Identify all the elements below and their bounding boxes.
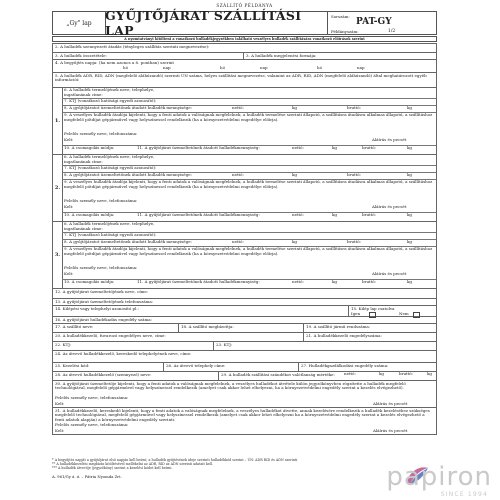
producer-block-3[interactable] [52,222,437,289]
field-22-label: 22. KTJ: [55,341,72,347]
footnote-1: * A begyűjtés napját a gyűjtőjárat első napján kell beírni; a hulladék gyűjtésének ideje szerinti hulladékkód szerint – ÚN: ADR RID és ADN szerinti [52,458,298,462]
block-number: 1. [53,88,63,154]
block-kg: kg [292,105,297,110]
block-kg-b2: kg [407,212,412,217]
block-l11: 11. A gyűjtőjárat üzemeltetőnek átadott hulladékmennyiség: [137,279,260,284]
block-brutto-b: bruttó: [362,145,377,150]
date-col-4: nap [260,65,268,70]
field-29-net: nettó: [344,371,356,376]
producer-block-1[interactable] [52,88,437,155]
field-row-31[interactable] [52,408,437,435]
field-row-2[interactable] [52,43,437,53]
footnotes [52,458,437,470]
block-line-10 [62,279,436,289]
block-net-b: nettó: [292,212,304,217]
block-l8: 8. A gyűjtőjáratot üzemeltetőnek átadott hulladék mennyisége: [64,239,192,244]
top-caption: SZÁLLÍTÓ PÉLDÁNYA [216,3,273,8]
block-kg-b: kg [332,145,337,150]
block-kg-b2: kg [407,279,412,284]
field-19-label: 19. A szállító jármű rendszáma: [303,324,436,332]
field-30-label: 30. A gyűjtőjárat üzemeltetője kijelenti, hogy a fenti adatok a valóságnak megfelelnek, a veszélyes hulladékot átvétele külön jegyzőkönyvben rögzítette a hulladék megfelelő technológiával, megfelelő gépjárművel vagy helyszínessel rendelkezik (amelyet csak akkor lehet elhelyezni, ha a környezetvédelmi engedély szerint a kezelés elvégezhető). [55,380,406,391]
field-row-20[interactable] [52,333,437,342]
block-stamp: Aláírás és pecsét [372,271,407,276]
field-25-label: 25. Kezelési kód: [55,362,90,368]
producer-block-2[interactable] [52,155,437,222]
field-row-17[interactable] [52,324,437,333]
footnote-2: ** A hulladékkezelési megbízás kitöltésével mellékelni az ADR, RID az ADN szerinti adatait kell. [52,462,213,466]
block-brutto-b: bruttó: [362,279,377,284]
date-col-3: hó [220,65,225,70]
block-line-6 [62,88,436,98]
date-col-5: hó [317,65,322,70]
form-left-code: „Gy" lap [53,12,106,34]
block-l10: 10. A csomagolás módja: [64,212,115,217]
field-31-label: 31. A hulladékkezelő, kereskedő kijelenti, hogy a fenti adatok a valóságnak megfelelnek, a veszélyes hulladékot átvette, annak kezelésére rendelkezik a hulladék kezeléséhez szükséges megfelelő technológiával, megfelelő gépjárművel vagy helyszínessel rendelkezik (amelyet csak akkor lehet elhelyezni ha a környezetvédelmi engedély szerint a kezelés elvégezhető a fenti adatok alapján) a környezetvédelmi engedély szerinti. [55,407,430,423]
block-net: nettó: [232,172,244,177]
block-sign: Felelős személy neve, telefonszáma: [64,198,138,203]
field-29-brutto: bruttó: [399,371,414,376]
field-row-14[interactable] [52,306,437,317]
block-line-9 [62,112,436,145]
field-row-12[interactable] [52,289,437,299]
block-line-8 [62,172,436,179]
block-brutto: bruttó: [347,172,362,177]
field-3b-label: 3. A hulladék megjelenési formája: [243,53,436,59]
block-brutto-b: bruttó: [362,212,377,217]
block-stamp: Aláírás és pecsét [372,204,407,209]
block-date: Kelt: [64,204,74,209]
field-row-24[interactable] [52,351,437,363]
field-24-label: 24. Az átvevő hulladékkezelő, kereskedő telephelyének neve, címe: [55,350,192,356]
block-line-6 [62,222,436,232]
field-26-label: 26. Az átvevő telephely címe: [163,363,298,371]
field-row-16[interactable] [52,317,437,324]
field-29-label: 29. A hulladék szállítási szándékot valótlanság mértéke: [221,371,335,377]
watermark-tagline: SINCE 1994 [440,491,488,498]
block-line-7: 7. KTJ (vonatkozó hatósági egyedi azonosító): [62,232,436,239]
footnote-3: *** A hulladék átvevője (jegyzőköny) szerint a kezelési kódot kell beírni. [52,466,173,470]
field-row-3[interactable] [52,53,437,60]
block-l10: 10. A csomagolás módja: [64,279,115,284]
form-code-box [327,12,436,34]
field-row-28[interactable] [52,372,437,381]
field-20-label: 20. A hulladékkezelő, fuvarozó engedélyes neve, címe: [55,332,166,338]
field-29-kg: kg [379,371,384,376]
block-sign: Felelős személy neve, telefonszáma: [64,131,138,136]
block-l6b: ingatlanának címe: [64,158,103,164]
block-kg2: kg [407,239,412,244]
block-l6b: ingatlanának címe: [64,91,103,97]
block-inner [62,155,436,221]
block-kg-b2: kg [407,145,412,150]
field-row-5[interactable] [52,73,437,88]
block-line-7: 7. KTJ (vonatkozó hatósági egyedi azonosító): [62,165,436,172]
no-label: Nem [399,311,409,316]
block-line-8 [62,239,436,246]
block-sign: Felelős személy neve, telefonszáma: [64,265,138,270]
block-line-7: 7. KTJ (vonatkozó hatósági egyedi azonosító): [62,98,436,105]
block-date: Kelt: [64,271,74,276]
field-31-date: Kelt: [55,428,65,433]
shipping-form [52,2,437,480]
field-29 [218,372,436,380]
field-15 [348,306,436,316]
block-net: nettó: [232,105,244,110]
field-14-label: 14. Kilépési vagy telephelyi azonosító pl.: [55,305,139,311]
form-notice: A nyomtatványt kitölteni a vonatkozó hulladékjegyzékben található veszélyes hulladék szállítására vonatkozó előírások szerint [52,36,437,42]
block-kg: kg [292,172,297,177]
field-2-label: 2. A hulladék szennyezett átadás (tényleges szállítás szerinti megnevezése): [55,43,210,49]
form-title: GYŰJTŐJÁRAT SZÁLLÍTÁSI LAP [105,8,302,38]
block-line-6 [62,155,436,165]
block-l6: 6. A hulladék termelőjének neve, telephelye, [64,221,155,226]
form-code: PAT-GY [356,17,392,27]
field-row-4[interactable] [52,60,437,73]
field-row-22[interactable] [52,342,437,351]
block-l9: 9. A veszélyes hulladék átadója kijelenti, hogy a fenti adatok a valóságnak megfelelnek, a hulladék termelése szerinti állapotú, a szállításra átadásra alkalmas állapotú, a szállításhoz megfelelő pótdíjat gépjárművel vagy helyszínessel rendelkezik (ha a környezetvédelmi engedélye előírja). [64,179,433,189]
block-kg2: kg [407,172,412,177]
block-inner [62,88,436,154]
field-31-sign: Felelős személy neve, telefonszáma: [55,422,129,427]
block-net: nettó: [232,239,244,244]
block-number: 3. [53,222,63,288]
field-17-label: 17. A szállító neve: [55,323,94,329]
block-inner [62,222,436,288]
footer-code: A. 961/Gy á. ú. – Pátria Nyomda Zrt. [52,474,122,479]
field-12-label: 12. A gyűjtőjárat üzemeltetőjének neve, címe: [55,288,149,294]
block-brutto: bruttó: [347,239,362,244]
block-line-9 [62,179,436,212]
block-l11: 11. A gyűjtőjárat üzemeltetőnek átadott hulladékmennyiség: [137,212,260,217]
field-row-30[interactable] [52,381,437,408]
field-30-stamp: Aláírás és pecsét [373,401,408,406]
block-brutto: bruttó: [347,105,362,110]
sorszam-label: Sorszám: [331,14,350,19]
block-l6: 6. A hulladék termelőjének neve, telephelye, [64,87,155,92]
date-col-2: nap [163,65,171,70]
block-l8: 8. A gyűjtőjáratot üzemeltetőnek átadott hulladék mennyisége: [64,105,192,110]
field-4-label: 4. A begyűjtés napja: (ha nem azonos a 8. pontban) szerint [55,59,175,65]
form-header [52,8,437,38]
field-21-label: 21. A hulladékkezelő engedélyszáma: [303,333,436,341]
yes-label: Igen [351,311,361,316]
block-l9: 9. A veszélyes hulladék átadója kijelenti, hogy a fenti adatok a valóságnak megfelelnek, a hulladék termelése szerinti állapotú, a szállításra átadásra alkalmas állapotú, a szállításhoz megfelelő pótdíjat gépjárművel vagy helyszínessel rendelkezik (ha a környezetvédelmi engedélye előírja). [64,112,433,122]
field-15-label: 15. Kilép lap csatolva [351,305,395,311]
field-5-label: 5. A hulladék ADR, RID, ADN (megfelelő aláhúzandó) szerinti UN száma, helyes szállítási megnevezése, valamint az ADR, RID, ADN (megfelelő aláhúzandó) által meghatározott egyéb információi: [55,72,427,83]
date-col-1: hó [123,65,128,70]
block-l6: 6. A hulladék termelőjének neve, telephelye, [64,154,155,159]
block-l8: 8. A gyűjtőjáratot üzemeltetőnek átadott hulladék mennyisége: [64,172,192,177]
block-net-b: nettó: [292,279,304,284]
block-stamp: Aláírás és pecsét [372,137,407,142]
block-l11: 11. A gyűjtőjárat üzemeltetőnek átadott hulladékmennyiség: [137,145,260,150]
field-31-stamp: Aláírás és pecsét [373,428,408,433]
block-kg2: kg [407,105,412,110]
date-col-6: nap [357,65,365,70]
block-kg-b: kg [332,279,337,284]
field-3-label: 3. A hulladék összetétele: [55,52,107,58]
field-27-label: 27. Hulladékgazdálkodási engedély száma: [298,363,436,371]
block-number: 2. [53,155,63,221]
block-l6b: ingatlanának címe: [64,225,103,231]
field-30-date: Kelt: [55,401,65,406]
field-30-sign: Felelős személy neve, telefonszáma: [55,395,129,400]
peldany-label: Példányszám: [331,29,359,34]
peldany-value: 1/2 [388,29,396,34]
field-16-label: 16. A gyűjtőjárat hulladékadás engedély száma: [55,316,153,322]
block-l9: 9. A veszélyes hulladék átadója kijelenti, hogy a fenti adatok a valóságnak megfelelnek, a hulladék termelése szerinti állapotú, a szállításra átadásra alkalmas állapotú, a szállításhoz megfelelő pótdíjat gépjárművel vagy helyszínessel rendelkezik (ha a környezetvédelmi engedélye előírja). [64,246,433,256]
block-line-8 [62,105,436,112]
block-net-b: nettó: [292,145,304,150]
form-rows [52,43,437,435]
field-28-label: 28. Az átvevő hulladékkezelő (szennyező) neve: [55,371,152,377]
block-line-9 [62,246,436,279]
field-13-label: 13. A gyűjtőjárat üzemeltetőjének telefonszáma: [55,298,154,304]
field-29-kg2: kg [427,371,432,376]
field-23-label: 23. KTJ: [213,342,436,350]
block-l10: 10. A csomagolás módja: [64,145,115,150]
block-date: Kelt: [64,137,74,142]
block-kg: kg [292,239,297,244]
block-kg-b: kg [332,212,337,217]
field-18-label: 18. A szállító megbízottja: [178,324,303,332]
watermark-brand: papiron [386,462,492,492]
